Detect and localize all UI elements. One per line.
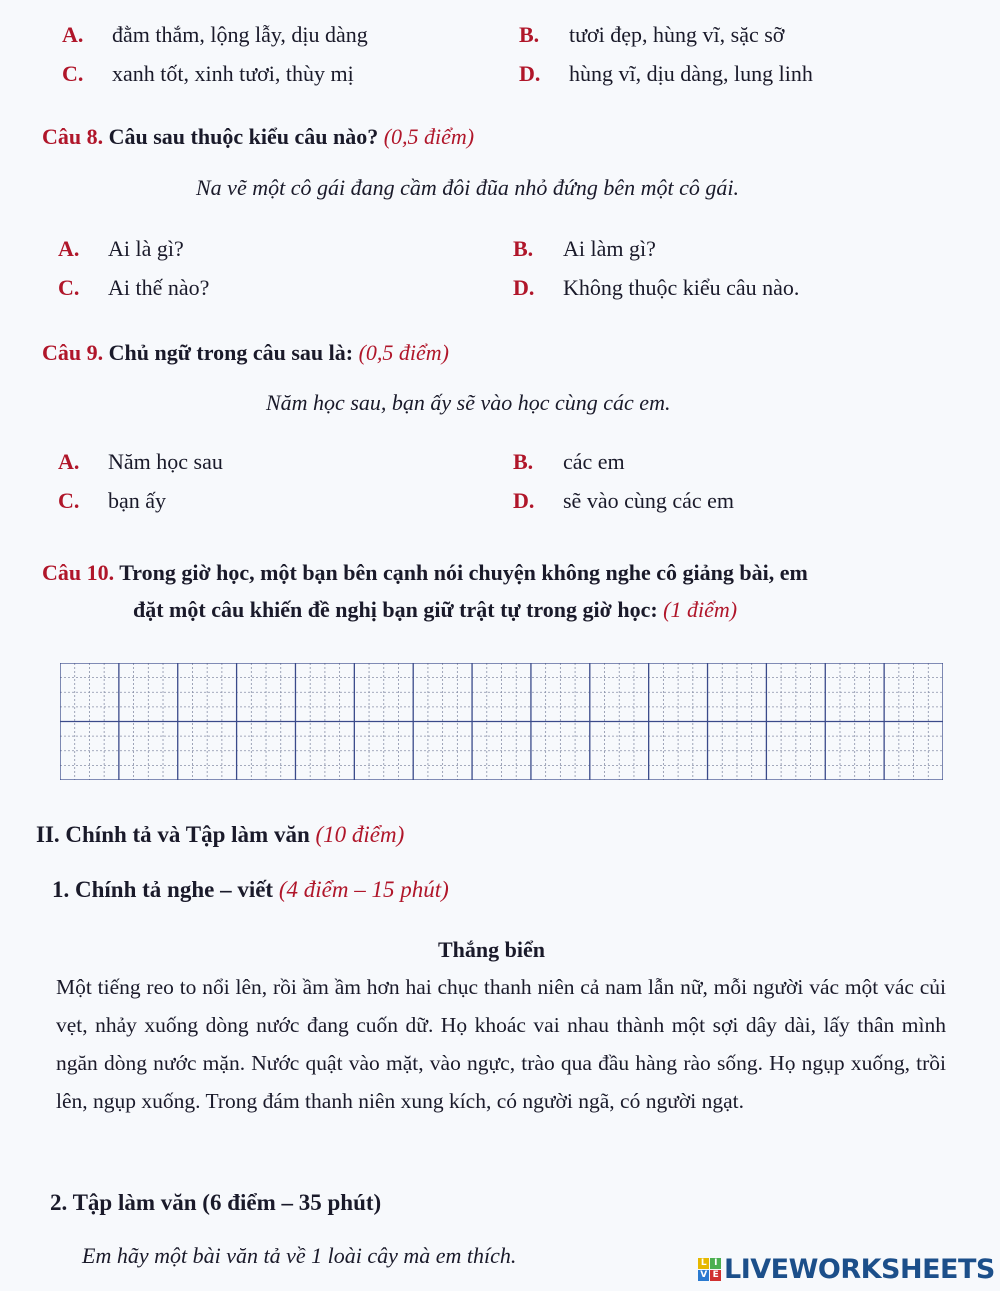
q9-option-b[interactable] (513, 449, 625, 475)
option-text: Ai thế nào? (108, 275, 210, 300)
part2-heading (36, 822, 404, 848)
option-label: C. (62, 61, 84, 86)
logo-letter: V (698, 1270, 709, 1281)
option-label: D. (513, 488, 535, 513)
s2-prompt: Em hãy một bài văn tả về 1 loài cây mà em thích. (82, 1243, 517, 1268)
q9-option-c[interactable] (58, 488, 166, 514)
s2-heading: 2. Tập làm văn (6 điểm – 35 phút) (50, 1190, 382, 1215)
live-logo-icon (698, 1258, 721, 1281)
section-title: 1. Chính tả nghe – viết (52, 877, 274, 902)
q8-option-d[interactable] (513, 275, 799, 301)
q10-heading-line2 (133, 597, 737, 623)
logo-letter: L (698, 1258, 709, 1269)
option-label: D. (513, 275, 535, 300)
question-text: Trong giờ học, một bạn bên cạnh nói chuyện không nghe cô giảng bài, em (119, 560, 808, 585)
q7-option-d[interactable] (519, 61, 813, 87)
option-label: C. (58, 275, 80, 300)
question-text: Câu sau thuộc kiểu câu nào? (108, 124, 379, 149)
option-text: sẽ vào cùng các em (563, 488, 735, 513)
dictation-passage: Một tiếng reo to nổi lên, rồi ầm ầm hơn hai chục thanh niên cả nam lẫn nữ, mỗi người vác một vác củi vẹt, nhảy xuống dòng nước đang cuốn dữ. Họ khoác vai nhau thành một sợi dây dài, lấy thân mình ngăn dòng nước mặn. Nước quật vào mặt, vào ngực, trào qua đầu hàng rào sống. Họ ngụp xuống, trồi lên, ngụp xuống. Trong đám thanh niên xung kích, có người ngã, có người ngạt. (56, 975, 946, 1113)
option-label: B. (513, 236, 534, 261)
q8-option-a[interactable] (58, 236, 184, 262)
option-text: Năm học sau (108, 449, 223, 474)
question-text: đặt một câu khiến đề nghị bạn giữ trật tự trong giờ học: (133, 597, 658, 622)
option-label: D. (519, 61, 541, 86)
option-text: bạn ấy (108, 488, 167, 513)
question-points: (1 điểm) (663, 597, 738, 622)
question-text: Chủ ngữ trong câu sau là: (108, 340, 354, 365)
q7-option-c[interactable] (62, 61, 354, 87)
option-text: hùng vĩ, dịu dàng, lung linh (569, 61, 813, 86)
question-points: (0,5 điểm) (358, 340, 450, 365)
q10-heading (42, 560, 808, 586)
option-label: A. (58, 449, 80, 474)
option-label: C. (58, 488, 80, 513)
q10-answer-grid[interactable] (60, 663, 943, 780)
option-label: A. (58, 236, 80, 261)
option-label: A. (62, 22, 84, 47)
option-text: các em (563, 449, 625, 474)
q9-sentence: Năm học sau, bạn ấy sẽ vào học cùng các em. (266, 390, 671, 415)
question-number: Câu 8. (42, 124, 104, 149)
q8-option-b[interactable] (513, 236, 656, 262)
option-text: xanh tốt, xinh tươi, thùy mị (112, 61, 354, 86)
question-points: (0,5 điểm) (383, 124, 475, 149)
q9-option-a[interactable] (58, 449, 223, 475)
question-number: Câu 9. (42, 340, 104, 365)
option-label: B. (519, 22, 540, 47)
option-label: B. (513, 449, 534, 474)
option-text: Ai là gì? (108, 236, 184, 261)
option-text: Không thuộc kiểu câu nào. (563, 275, 800, 300)
logo-letter: I (710, 1258, 721, 1269)
q8-sentence: Na vẽ một cô gái đang cầm đôi đũa nhỏ đứng bên một cô gái. (196, 175, 739, 200)
passage-title: Thắng biển (438, 937, 545, 962)
option-text: Ai làm gì? (563, 236, 656, 261)
option-text: đằm thắm, lộng lẫy, dịu dàng (112, 22, 368, 47)
s1-heading (52, 877, 449, 903)
q9-option-d[interactable] (513, 488, 734, 514)
logo-text: LIVEWORKSHEETS (724, 1254, 995, 1285)
option-text: tươi đẹp, hùng vĩ, sặc sỡ (569, 22, 785, 47)
liveworksheets-logo (698, 1254, 995, 1285)
section-title: II. Chính tả và Tập làm văn (36, 822, 310, 847)
section-points: (4 điểm – 15 phút) (278, 877, 449, 902)
q9-heading (42, 340, 449, 366)
q7-option-a[interactable] (62, 22, 368, 48)
q8-heading (42, 124, 474, 150)
section-points: (10 điểm) (315, 822, 405, 847)
q8-option-c[interactable] (58, 275, 209, 301)
q7-option-b[interactable] (519, 22, 784, 48)
logo-letter: E (710, 1270, 721, 1281)
question-number: Câu 10. (42, 560, 115, 585)
